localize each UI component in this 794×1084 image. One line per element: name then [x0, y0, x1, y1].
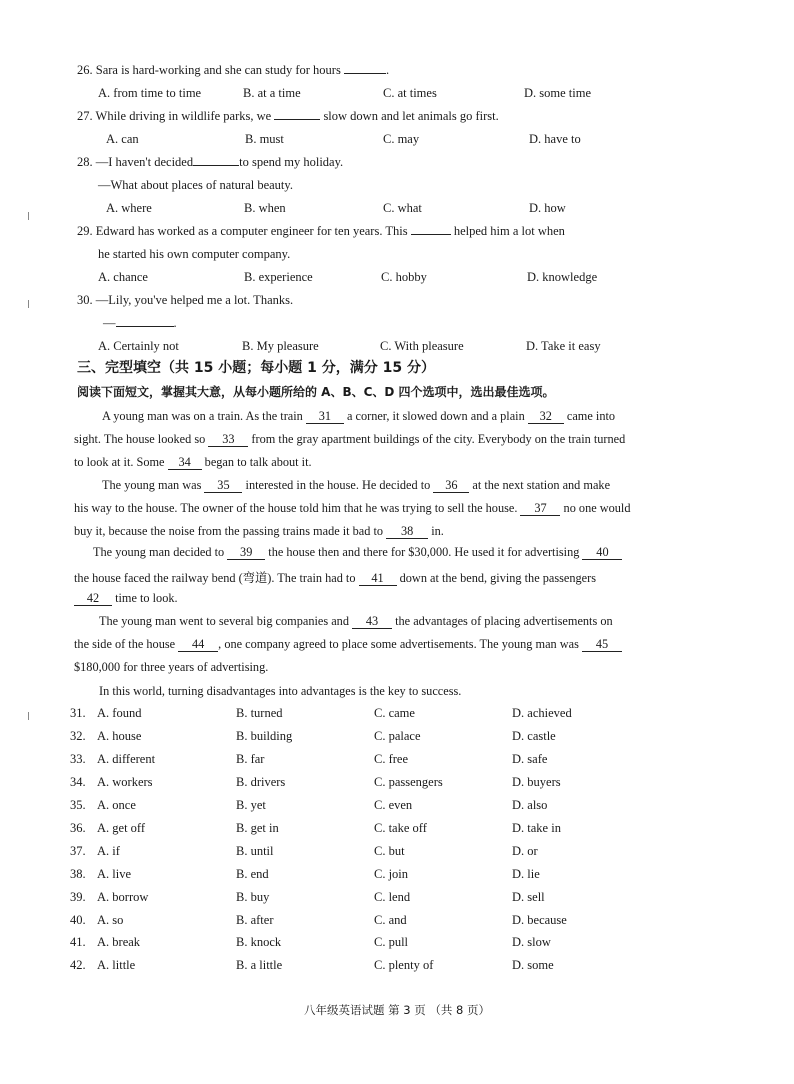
option-a: A. workers	[97, 775, 153, 789]
passage-text: A young man was on a train. As the train	[102, 409, 306, 423]
question-27	[77, 109, 499, 124]
option-a: A. found	[97, 706, 142, 720]
question-number: 30.	[77, 293, 93, 307]
passage-text: the house faced the railway bend (弯道). The train had to	[74, 571, 359, 585]
option-a: A. different	[97, 752, 156, 766]
option-d: D. knowledge	[527, 270, 598, 284]
passage-text: began to talk about it.	[201, 455, 312, 469]
question-text: .	[385, 63, 390, 77]
answer-number: 35.	[70, 798, 86, 812]
option-c: C. palace	[374, 729, 421, 743]
blank-33: 33	[208, 433, 248, 447]
option-a: A. can	[106, 132, 139, 146]
question-text: to spend my holiday.	[239, 155, 344, 169]
answer-number: 33.	[70, 752, 86, 766]
passage-text: came into	[563, 409, 616, 423]
passage-text: the advantages of placing advertisements on	[392, 614, 613, 628]
option-b: B. until	[236, 844, 274, 858]
option-c: C. and	[374, 913, 407, 927]
answer-number: 32.	[70, 729, 86, 743]
passage-text: sight. The house looked so	[74, 432, 209, 446]
question-number: 28.	[77, 155, 93, 169]
answer-number: 40.	[70, 913, 86, 927]
question-text-line2: —What about places of natural beauty.	[98, 178, 293, 192]
options-27	[0, 132, 794, 148]
section-instruction: 阅读下面短文，掌握其大意，从每小题所给的 A、B、C、D 四个选项中，选出最佳选项。	[77, 385, 555, 399]
answer-row-38	[0, 867, 794, 883]
question-number: 27.	[77, 109, 93, 123]
passage-line	[74, 524, 444, 539]
passage-text: from the gray apartment buildings of the city. Everybody on the train turned	[248, 432, 626, 446]
option-b: B. buy	[236, 890, 270, 904]
option-d: D. how	[529, 201, 566, 215]
blank-38: 38	[386, 525, 428, 539]
option-c: C. passengers	[374, 775, 443, 789]
passage-text: his way to the house. The owner of the house told him that he was trying to sell the house.	[74, 501, 521, 515]
passage-text: the side of the house	[74, 637, 179, 651]
blank-32: 32	[528, 410, 564, 424]
question-text: Sara is hard-working and she can study for hours	[95, 63, 344, 77]
option-c: C. may	[383, 132, 420, 146]
passage-text: the house then and there for $30,000. He used it for advertising	[265, 545, 583, 559]
answer-row-35	[0, 798, 794, 814]
option-d: D. some	[512, 958, 554, 972]
passage-text: in.	[428, 524, 444, 538]
answer-row-42	[0, 958, 794, 974]
option-a: A. Certainly not	[98, 339, 179, 353]
question-text: —Lily, you've helped me a lot. Thanks.	[95, 293, 294, 307]
option-c: C. free	[374, 752, 409, 766]
passage-text: The young man decided to	[93, 545, 228, 559]
question-text: slow down and let animals go first.	[320, 109, 499, 123]
section-title: 三、完型填空（共 15 小题；每小题 1 分，满分 15 分）	[77, 360, 435, 376]
answer-blank	[193, 165, 239, 166]
passage-line	[74, 568, 596, 586]
option-a: A. get off	[97, 821, 146, 835]
question-number: 29.	[77, 224, 93, 238]
option-a: A. so	[97, 913, 124, 927]
question-30	[77, 293, 293, 308]
answer-blank	[411, 234, 451, 235]
options-29	[0, 270, 794, 286]
blank-42: 42	[74, 592, 112, 606]
passage-text: time to look.	[112, 591, 178, 605]
question-text: —I haven't decided	[95, 155, 194, 169]
answer-row-31	[0, 706, 794, 722]
answer-blank	[344, 73, 386, 74]
passage-line	[74, 591, 178, 606]
passage-text: The young man was	[102, 478, 205, 492]
options-28	[0, 201, 794, 217]
passage-line	[74, 432, 625, 447]
option-a: A. if	[97, 844, 120, 858]
question-text-line2: — .	[103, 316, 177, 330]
option-b: B. knock	[236, 935, 282, 949]
option-b: B. experience	[244, 270, 313, 284]
option-b: B. end	[236, 867, 269, 881]
question-29	[77, 224, 565, 239]
answer-row-32	[0, 729, 794, 745]
page-footer: 八年级英语试题 第 3 页 （共 8 页）	[303, 1003, 491, 1017]
answer-row-34	[0, 775, 794, 791]
passage-text: at the next station and make	[469, 478, 611, 492]
option-d: D. because	[512, 913, 567, 927]
options-26	[0, 86, 794, 102]
option-c: C. hobby	[381, 270, 427, 284]
option-a: A. where	[106, 201, 152, 215]
blank-39: 39	[227, 546, 265, 560]
option-c: C. at times	[383, 86, 437, 100]
question-text: While driving in wildlife parks, we	[95, 109, 275, 123]
passage-text: down at the bend, giving the passengers	[396, 571, 597, 585]
option-d: D. buyers	[512, 775, 561, 789]
blank-40: 40	[582, 546, 622, 560]
passage-text: no one would	[560, 501, 631, 515]
passage-conclusion: In this world, turning disadvantages into advantages is the key to success.	[99, 684, 462, 698]
option-b: B. at a time	[243, 86, 301, 100]
option-d: D. also	[512, 798, 548, 812]
passage-line	[74, 501, 631, 516]
answer-number: 37.	[70, 844, 86, 858]
blank-45: 45	[582, 638, 622, 652]
answer-number: 34.	[70, 775, 86, 789]
dash: —	[103, 316, 116, 330]
option-d: D. or	[512, 844, 538, 858]
blank-43: 43	[352, 615, 392, 629]
blank-35: 35	[204, 479, 242, 493]
blank-41: 41	[359, 572, 397, 586]
answer-row-41	[0, 935, 794, 951]
option-a: A. from time to time	[98, 86, 202, 100]
option-b: B. must	[245, 132, 284, 146]
option-c: C. join	[374, 867, 409, 881]
passage-text: interested in the house. He decided to	[242, 478, 434, 492]
option-a: A. break	[97, 935, 141, 949]
question-text: helped him a lot when	[450, 224, 565, 238]
option-a: A. house	[97, 729, 142, 743]
answer-blank	[274, 119, 320, 120]
passage-text: The young man went to several big companies and	[99, 614, 353, 628]
answer-number: 36.	[70, 821, 86, 835]
passage-line	[102, 409, 615, 424]
blank-44: 44	[178, 638, 218, 652]
answer-number: 41.	[70, 935, 86, 949]
option-d: D. safe	[512, 752, 548, 766]
passage-line	[93, 545, 622, 560]
blank-36: 36	[433, 479, 469, 493]
option-b: B. My pleasure	[242, 339, 319, 353]
answer-number: 38.	[70, 867, 86, 881]
passage-line: $180,000 for three years of advertising.	[74, 660, 269, 674]
option-d: D. have to	[529, 132, 581, 146]
answer-row-37	[0, 844, 794, 860]
answer-row-36	[0, 821, 794, 837]
passage-line	[99, 614, 613, 629]
question-26	[77, 63, 389, 78]
question-text: Edward has worked as a computer engineer for ten years. This	[95, 224, 411, 238]
option-d: D. lie	[512, 867, 540, 881]
passage-text: buy it, because the noise from the passing trains made it bad to	[74, 524, 387, 538]
option-d: D. take in	[512, 821, 561, 835]
option-a: A. borrow	[97, 890, 149, 904]
question-number: 26.	[77, 63, 93, 77]
option-c: C. came	[374, 706, 415, 720]
option-a: A. little	[97, 958, 136, 972]
option-c: C. plenty of	[374, 958, 434, 972]
option-d: D. castle	[512, 729, 556, 743]
passage-text: a corner, it slowed down and a plain	[343, 409, 528, 423]
question-28	[77, 155, 343, 170]
option-b: B. get in	[236, 821, 279, 835]
option-d: D. some time	[524, 86, 592, 100]
option-c: C. take off	[374, 821, 427, 835]
answer-number: 42.	[70, 958, 86, 972]
question-text-line2: he started his own computer company.	[98, 247, 291, 261]
option-c: C. pull	[374, 935, 409, 949]
blank-34: 34	[168, 456, 202, 470]
option-d: D. achieved	[512, 706, 572, 720]
option-d: D. Take it easy	[526, 339, 601, 353]
option-a: A. live	[97, 867, 132, 881]
passage-text: , one company agreed to place some advertisements. The young man was	[218, 637, 582, 651]
option-c: C. With pleasure	[380, 339, 464, 353]
option-c: C. lend	[374, 890, 411, 904]
answer-blank	[116, 326, 174, 327]
option-b: B. when	[244, 201, 286, 215]
passage-line	[74, 637, 622, 652]
option-b: B. turned	[236, 706, 283, 720]
answer-row-39	[0, 890, 794, 906]
option-d: D. slow	[512, 935, 551, 949]
passage-line	[74, 455, 312, 470]
options-30	[0, 339, 794, 355]
option-b: B. after	[236, 913, 274, 927]
option-b: B. far	[236, 752, 265, 766]
answer-row-40	[0, 913, 794, 929]
blank-31: 31	[306, 410, 344, 424]
option-b: B. a little	[236, 958, 283, 972]
answer-number: 31.	[70, 706, 86, 720]
option-c: C. but	[374, 844, 405, 858]
option-b: B. building	[236, 729, 293, 743]
passage-line	[102, 478, 610, 493]
option-a: A. once	[97, 798, 136, 812]
passage-text: to look at it. Some	[74, 455, 168, 469]
option-b: B. drivers	[236, 775, 286, 789]
answer-number: 39.	[70, 890, 86, 904]
margin-tick	[28, 300, 29, 308]
option-a: A. chance	[98, 270, 148, 284]
blank-37: 37	[520, 502, 560, 516]
option-b: B. yet	[236, 798, 266, 812]
answer-row-33	[0, 752, 794, 768]
option-c: C. what	[383, 201, 422, 215]
option-c: C. even	[374, 798, 413, 812]
option-d: D. sell	[512, 890, 545, 904]
